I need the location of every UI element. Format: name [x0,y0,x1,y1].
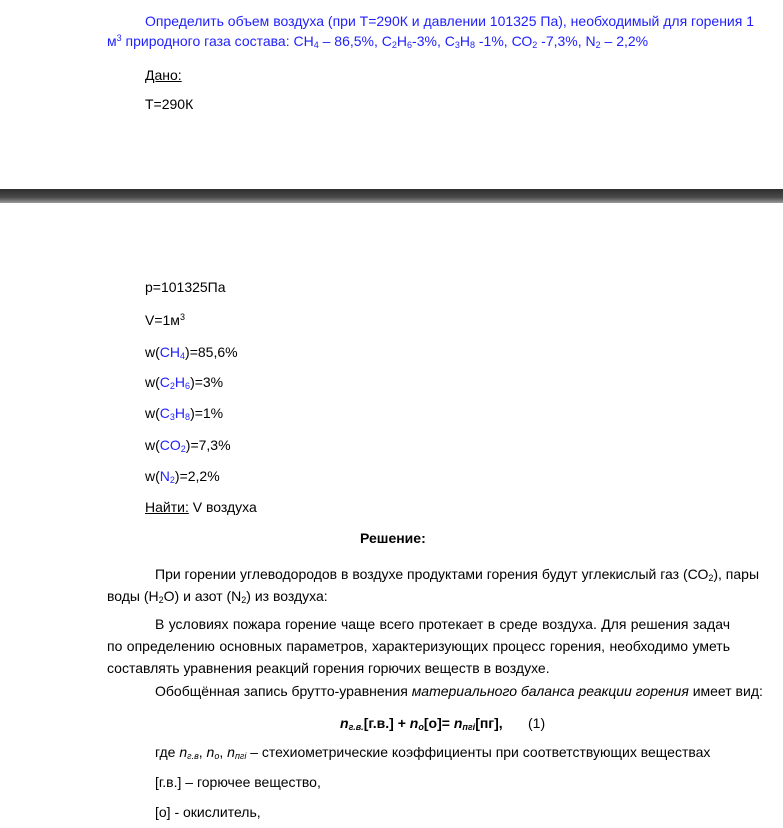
find-label: Найти: [145,499,189,515]
page-separator [0,189,783,203]
page-bottom [0,203,783,828]
given-temperature: Т=290К [145,96,194,112]
given-volume: $V=1м^3$ [145,312,185,328]
coefficients-definition: где $n_{г.в}$, $n_о$, $n_{пгi}$ – стехиометрические коэффициенты при соответствующих веществах [155,744,711,761]
given-w-co2: $w(CO_2)=7,3\%$ [145,437,231,454]
problem-line-1: Определить объем воздуха (при Т=290К и давлении 101325 Па), необходимый для горения 1 [145,13,755,29]
equation-1: $n_{г.в.}[г.в.] + n_о[о]= n_{пгi}[пг]$, [340,715,503,732]
solution-p1-line1: При горении углеводородов в воздухе продуктами горения будут углекислый газ $(СО_2)$, пары [155,566,760,583]
problem-line-2: $м^3$ природного газа состава: $СН_4 - 86,5\%$, $С_2Н_6-3\%$, $С_3Н_8$ -1%, $СО_2$ -7,3%, $N_2 - 2,2\%$ [107,33,649,50]
given-w-n2: $w(N_2)=2,2\%$ [145,468,220,485]
given-title: Дано: [145,67,182,83]
definition-oxidizer: [о] - окислитель, [155,804,261,820]
page-top [0,0,783,189]
given-pressure: р=101325Па [145,279,226,295]
find-line: Найти: V воздуха [145,499,257,515]
given-w-c2h6: $w(C_2H_6)=3\%$ [145,374,224,391]
given-w-ch4: $w(CH_4)=85,6\%$ [145,344,238,361]
equation-number: (1) [528,715,546,731]
definition-fuel: [г.в.] – горючее вещество, [155,774,321,790]
solution-p3: Обобщённая запись брутто-уравнения материального баланса реакции горения имеет вид: [155,683,763,699]
solution-title: Решение: [360,530,426,546]
solution-p2: В условиях пожара горение чаще всего протекает в среде воздуха. Для решения задач по определению основных параметров, характеризующих процесс горения, необходимо уметь составлять уравнения реакций горения горючих веществ в воздухе. [107,616,730,676]
given-w-c3h8: $w(C_3H_8)=1\%$ [145,405,224,422]
solution-p1-line2: воды $(Н_2О)$ и азот $(N_2)$ из воздуха: [107,588,328,605]
